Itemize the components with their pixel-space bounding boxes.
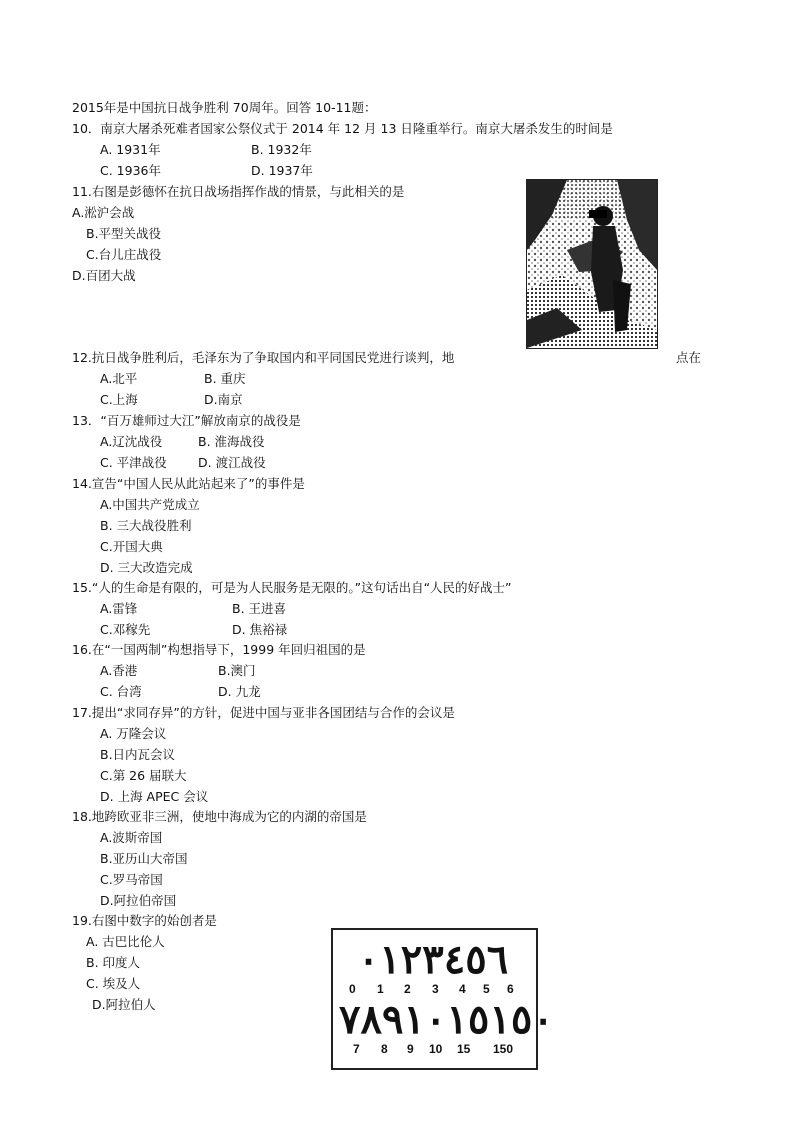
question-14-option-d: D. 三大改造完成 [100,560,193,575]
numeral-label: 6 [507,982,514,996]
question-15-option-a: A.雷锋 [100,601,138,616]
question-15-option-b: B. 王进喜 [232,601,287,616]
numeral-label: 10 [429,1042,443,1056]
question-12-option-d: D.南京 [204,392,243,407]
question-16-option-b: B.澳门 [218,663,256,678]
question-16-option-d: D. 九龙 [218,684,261,699]
question-13-option-a: A.辽沈战役 [100,434,163,449]
question-19-option-a: A. 古巴比伦人 [86,934,165,949]
numeral-label: 5 [483,982,490,996]
question-11-option-c: C.台儿庄战役 [86,247,162,262]
question-10-option-a: A. 1931年 [100,142,161,157]
question-16-option-c: C. 台湾 [100,684,142,699]
battlefield-photo-image [527,180,657,348]
question-15-stem: 15.“人的生命是有限的，可是为人民服务是无限的。”这句话出自“人民的好战士” [72,580,512,595]
question-13-option-b: B. 淮海战役 [198,434,265,449]
question-11-option-b: B.平型关战役 [86,226,162,241]
question-14-option-c: C.开国大典 [100,539,163,554]
question-18-option-c: C.罗马帝国 [100,872,163,887]
question-17-stem: 17.提出“求同存异”的方针，促进中国与亚非各国团结与合作的会议是 [72,705,455,720]
question-18-option-d: D.阿拉伯帝国 [100,893,177,908]
question-12-stem-tail: 点在 [676,350,702,365]
question-10-option-d: D. 1937年 [251,163,313,178]
question-11-option-d: D.百团大战 [72,268,136,283]
question-17-option-b: B.日内瓦会议 [100,747,176,762]
question-17-option-c: C.第 26 届联大 [100,768,187,783]
question-19-option-d: D.阿拉伯人 [92,997,156,1012]
question-14-stem: 14.宣告“中国人民从此站起来了”的事件是 [72,476,305,491]
numeral-label: 9 [407,1042,414,1056]
numeral-label: 8 [381,1042,388,1056]
question-11-option-a: A.淞沪会战 [72,205,135,220]
numeral-row-2-glyphs: ٧٨٩١٠١٥١٥٠ [339,996,554,1043]
question-19-option-c: C. 埃及人 [86,976,141,991]
question-18-stem: 18.地跨欧亚非三洲，使地中海成为它的内湖的帝国是 [72,809,367,824]
question-13-stem: 13．“百万雄师过大江”解放南京的战役是 [72,413,301,428]
question-13-option-d: D. 渡江战役 [198,455,266,470]
arabic-numeral-figure [331,928,554,1070]
question-18-option-a: A.波斯帝国 [100,830,163,845]
numeral-label: 15 [457,1042,471,1056]
question-14-option-a: A.中国共产党成立 [100,497,200,512]
question-19-stem: 19.右图中数字的始创者是 [72,913,217,928]
numeral-label: 0 [349,982,356,996]
question-16-stem: 16.在“一国两制”构想指导下，1999 年回归祖国的是 [72,642,366,657]
numeral-label: 7 [353,1042,360,1056]
question-10-option-b: B. 1932年 [251,142,312,157]
question-18-option-b: B.亚历山大帝国 [100,851,188,866]
numeral-row-1-glyphs: ٠١٢٣٤٥٦ [357,936,509,983]
question-10-stem: 10．南京大屠杀死难者国家公祭仪式于 2014 年 12 月 13 日隆重举行。南京大屠杀发生的时间是 [72,121,613,136]
question-15-option-c: C.邓稼先 [100,622,151,637]
question-10-option-c: C. 1936年 [100,163,161,178]
question-13-option-c: C. 平津战役 [100,455,167,470]
question-19-option-b: B. 印度人 [86,955,141,970]
question-14-option-b: B. 三大战役胜利 [100,518,192,533]
numeral-label: 150 [493,1042,514,1056]
question-12-stem: 12.抗日战争胜利后，毛泽东为了争取国内和平同国民党进行谈判，地 [72,350,455,365]
question-16-option-a: A.香港 [100,663,138,678]
question-15-option-d: D. 焦裕禄 [232,622,288,637]
numeral-label: 2 [404,982,411,996]
numeral-label: 1 [377,982,384,996]
question-12-option-a: A.北平 [100,371,138,386]
intro-line: 2015年是中国抗日战争胜利 70周年。回答 10-11题： [72,100,377,115]
peng-dehuai-photo [526,179,658,349]
question-11-stem: 11.右图是彭德怀在抗日战场指挥作战的情景，与此相关的是 [72,184,405,199]
numeral-label: 4 [459,982,466,996]
question-17-option-a: A. 万隆会议 [100,726,167,741]
question-12-option-c: C.上海 [100,392,138,407]
numeral-label: 3 [432,982,439,996]
question-12-option-b: B. 重庆 [204,371,246,386]
question-17-option-d: D. 上海 APEC 会议 [100,789,209,804]
